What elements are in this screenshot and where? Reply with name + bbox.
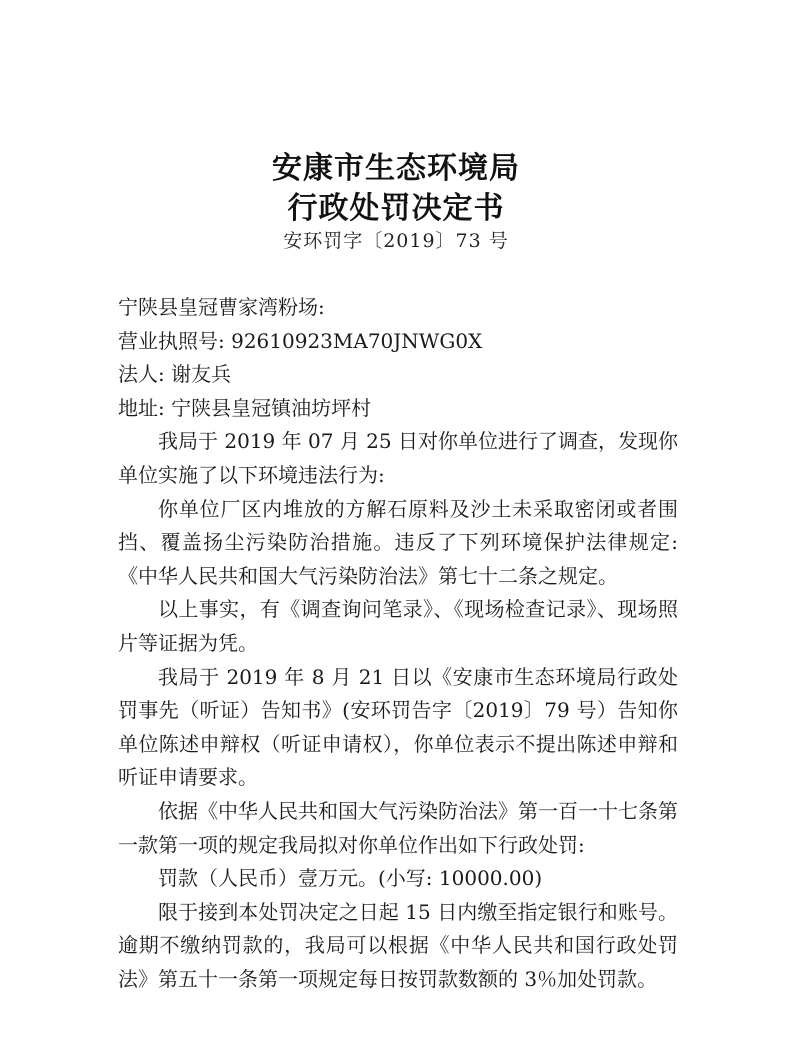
document-title-agency: 安康市生态环境局: [272, 151, 520, 186]
address-line: 地址: 宁陕县皇冠镇油坊坪村: [118, 395, 372, 420]
recipient-line: 宁陕县皇冠曹家湾粉场:: [118, 295, 325, 319]
paragraph-notification: 我局于 2019 年 8 月 21 日以《安康市生态环境局行政处罚事先（听证）告知书》(安环罚告字〔2019〕79 号）告知你单位陈述申辩权（听证申请权），你单位表示不提出陈述申辩和听证申请要求。: [118, 664, 678, 790]
paragraph-violation: 你单位厂区内堆放的方解石原料及沙土未采取密闭或者围挡、覆盖扬尘污染防治措施。违反了下列环境保护法律规定:《中华人民共和国大气污染防治法》第七十二条之规定。: [118, 496, 678, 588]
paragraph-payment-deadline: 限于接到本处罚决定之日起 15 日内缴至指定银行和账号。逾期不缴纳罚款的，我局可以根据《中华人民共和国行政处罚法》第五十一条第一项规定每日按罚款数额的 3％加处罚款。: [118, 899, 678, 991]
legal-representative-line: 法人: 谢友兵: [118, 362, 232, 387]
paragraph-fine-amount: 罚款（人民币）壹万元。(小写: 10000.00): [158, 866, 543, 891]
paragraph-legal-basis: 依据《中华人民共和国大气污染防治法》第一百一十七条第一款第一项的规定我局拟对你单位作出如下行政处罚:: [118, 798, 678, 857]
document-number: 安环罚字〔2019〕73 号: [283, 230, 509, 252]
paragraph-evidence: 以上事实，有《调查询问笔录》、《现场检查记录》、现场照片等证据为凭。: [118, 597, 678, 655]
document-body: [118, 291, 678, 996]
document-title-type: 行政处罚决定书: [287, 191, 505, 226]
business-license-line: 营业执照号: 92610923MA70JNWG0X: [118, 328, 483, 353]
paragraph-investigation: 我局于 2019 年 07 月 25 日对你单位进行了调查，发现你单位实施了以下环境违法行为:: [118, 429, 678, 487]
